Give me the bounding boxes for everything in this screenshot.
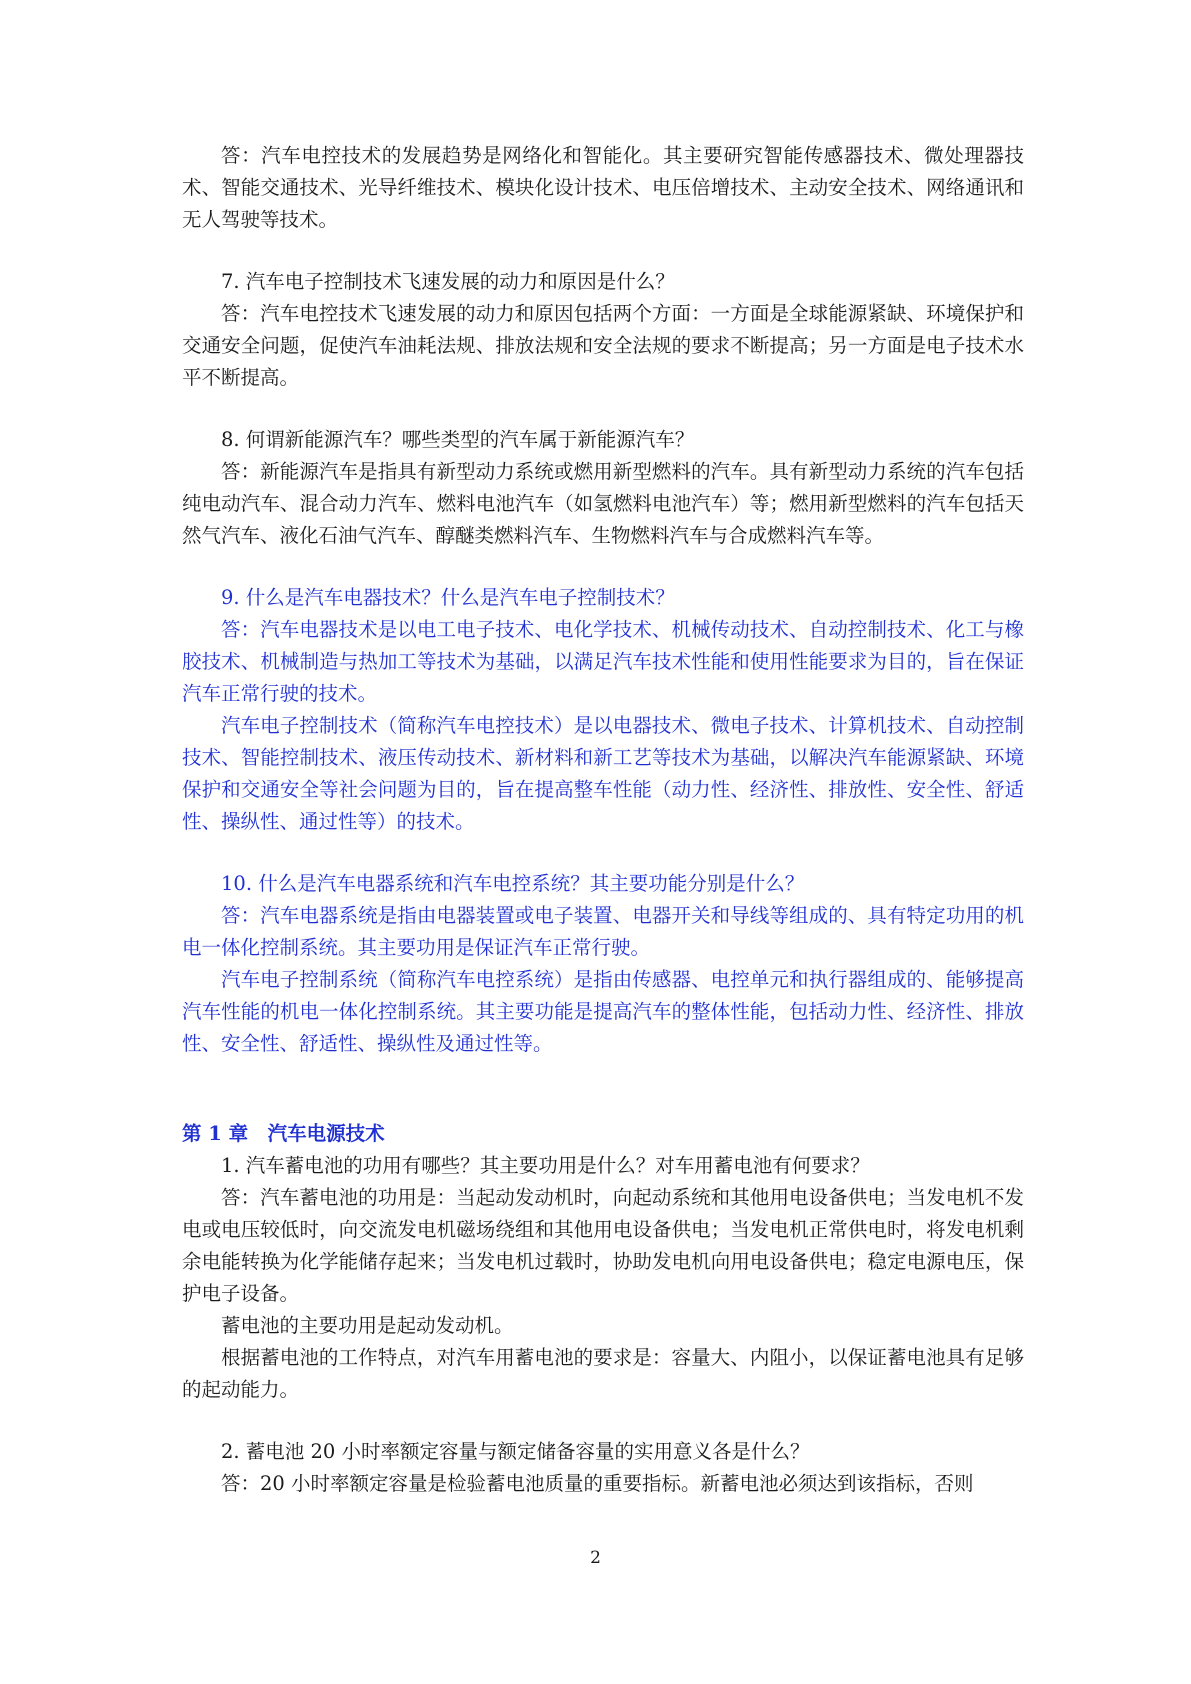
answer-paragraph: 答：汽车电控技术飞速发展的动力和原因包括两个方面：一方面是全球能源紧缺、环境保护和交通安全问题，促使汽车油耗法规、排放法规和安全法规的要求不断提高；另一方面是电子技术水平不断提高。 bbox=[182, 302, 1024, 389]
question: 10. 什么是汽车电器系统和汽车电控系统？其主要功能分别是什么？ bbox=[221, 872, 805, 895]
answer-paragraph: 汽车电子控制系统（简称汽车电控系统）是指由传感器、电控单元和执行器组成的、能够提高汽车性能的机电一体化控制系统。其主要功能是提高汽车的整体性能，包括动力性、经济性、排放性、安全性、舒适性、操纵性及通过性等。 bbox=[182, 968, 1024, 1055]
question: 9. 什么是汽车电器技术？什么是汽车电子控制技术？ bbox=[221, 586, 675, 609]
answer-paragraph: 蓄电池的主要功用是起动发动机。 bbox=[221, 1314, 514, 1337]
qa-intro bbox=[182, 140, 1024, 236]
document-page bbox=[182, 140, 1024, 1530]
chapter-1-q1 bbox=[182, 1118, 1024, 1406]
answer-paragraph: 答：20 小时率额定容量是检验蓄电池质量的重要指标。新蓄电池必须达到该指标，否则 bbox=[221, 1472, 974, 1495]
question: 8. 何谓新能源汽车？哪些类型的汽车属于新能源汽车？ bbox=[221, 428, 695, 451]
answer-paragraph: 答：新能源汽车是指具有新型动力系统或燃用新型燃料的汽车。具有新型动力系统的汽车包括纯电动汽车、混合动力汽车、燃料电池汽车（如氢燃料电池汽车）等；燃用新型燃料的汽车包括天然气汽车、液化石油气汽车、醇醚类燃料汽车、生物燃料汽车与合成燃料汽车等。 bbox=[182, 460, 1024, 547]
qa-9 bbox=[182, 582, 1024, 838]
page-number: 2 bbox=[590, 1548, 601, 1568]
question: 1. 汽车蓄电池的功用有哪些？其主要功用是什么？对车用蓄电池有何要求？ bbox=[221, 1154, 870, 1177]
chapter-1-q2 bbox=[182, 1436, 1024, 1500]
answer-paragraph: 答：汽车电器技术是以电工电子技术、电化学技术、机械传动技术、自动控制技术、化工与橡胶技术、机械制造与热加工等技术为基础，以满足汽车技术性能和使用性能要求为目的，旨在保证汽车正常行驶的技术。 bbox=[182, 618, 1024, 705]
question: 2. 蓄电池 20 小时率额定容量与额定储备容量的实用意义各是什么？ bbox=[221, 1440, 810, 1463]
chapter-heading: 第 1 章 汽车电源技术 bbox=[182, 1122, 385, 1145]
qa-7 bbox=[182, 266, 1024, 394]
answer-paragraph: 汽车电子控制技术（简称汽车电控技术）是以电器技术、微电子技术、计算机技术、自动控制技术、智能控制技术、液压传动技术、新材料和新工艺等技术为基础，以解决汽车能源紧缺、环境保护和交通安全等社会问题为目的，旨在提高整车性能（动力性、经济性、排放性、安全性、舒适性、操纵性、通过性等）的技术。 bbox=[182, 714, 1024, 833]
question: 7. 汽车电子控制技术飞速发展的动力和原因是什么？ bbox=[221, 270, 675, 293]
answer-paragraph: 答：汽车电器系统是指由电器装置或电子装置、电器开关和导线等组成的、具有特定功用的机电一体化控制系统。其主要功用是保证汽车正常行驶。 bbox=[182, 904, 1024, 959]
answer-paragraph: 答：汽车蓄电池的功用是：当起动发动机时，向起动系统和其他用电设备供电；当发电机不发电或电压较低时，向交流发电机磁场绕组和其他用电设备供电；当发电机正常供电时，将发电机剩余电能转换为化学能储存起来；当发电机过载时，协助发电机向用电设备供电；稳定电源电压，保护电子设备。 bbox=[182, 1186, 1024, 1305]
qa-8 bbox=[182, 424, 1024, 552]
qa-10 bbox=[182, 868, 1024, 1060]
answer-paragraph: 根据蓄电池的工作特点，对汽车用蓄电池的要求是：容量大、内阻小，以保证蓄电池具有足够的起动能力。 bbox=[182, 1346, 1024, 1401]
answer-paragraph: 答：汽车电控技术的发展趋势是网络化和智能化。其主要研究智能传感器技术、微处理器技术、智能交通技术、光导纤维技术、模块化设计技术、电压倍增技术、主动安全技术、网络通讯和无人驾驶等技术。 bbox=[182, 144, 1024, 231]
